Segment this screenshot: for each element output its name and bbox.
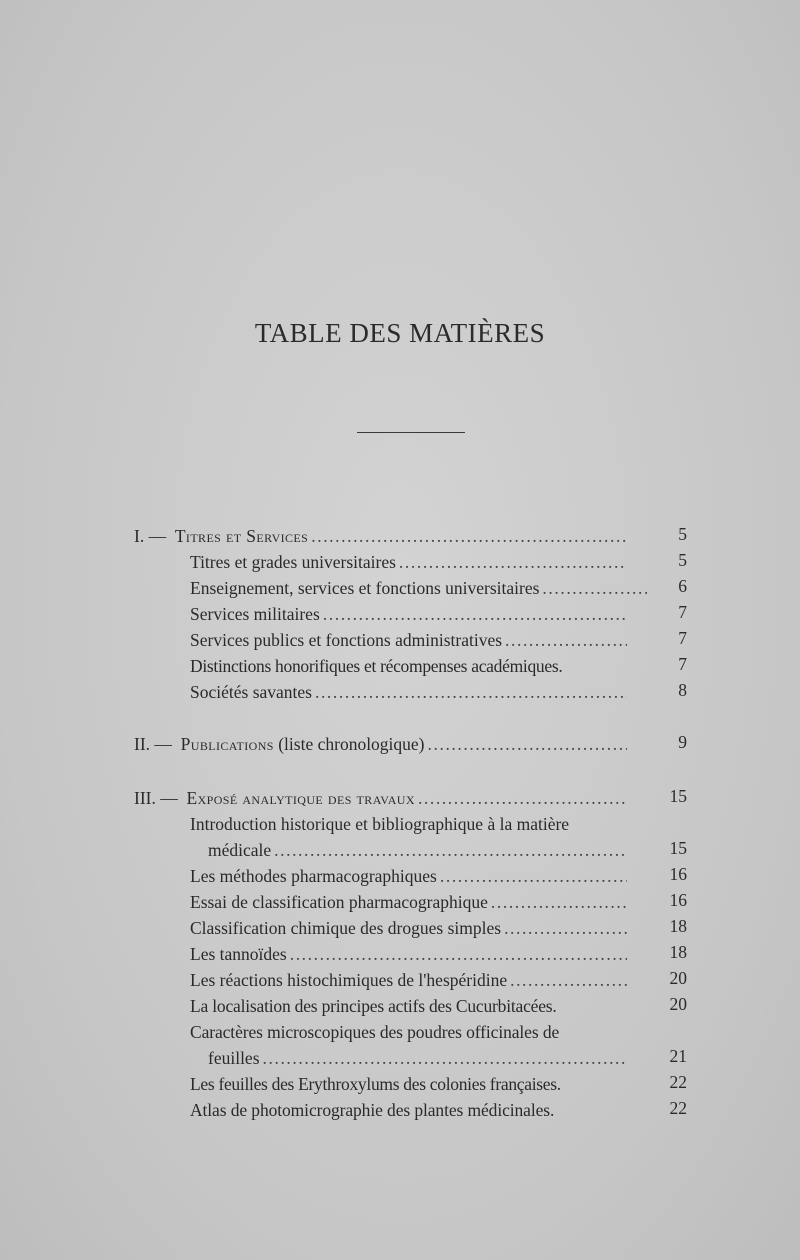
leader-dots <box>504 916 627 940</box>
page-number: 18 <box>669 942 687 962</box>
toc-entry: Caractères microscopiques des poudres officinales de <box>190 1022 560 1042</box>
section-title: Publications <box>180 734 274 754</box>
section-heading <box>134 786 630 810</box>
toc-entry-continuation: médicale ..... <box>208 838 630 862</box>
page-number: 16 <box>669 890 687 910</box>
toc-entry-continuation: feuilles ..... <box>208 1046 630 1070</box>
page-number: 8 <box>678 680 687 700</box>
page-number: 7 <box>678 602 687 622</box>
page-number: 18 <box>669 916 687 936</box>
toc-entry: Enseignement, services et fonctions universitaires ..... <box>190 576 650 600</box>
toc-entry: La localisation des principes actifs des Cucurbitacées. <box>190 996 557 1016</box>
page-number: 16 <box>669 864 687 884</box>
toc-entry: Atlas de photomicrographie des plantes médicinales. <box>190 1100 555 1120</box>
leader-dots <box>491 890 627 914</box>
page-number: 20 <box>669 968 687 988</box>
toc-entry: Les réactions histochimiques de l'hespéridine ..... <box>190 968 630 992</box>
section-subtitle: (liste chronologique) <box>278 734 425 754</box>
title-rule <box>357 432 465 433</box>
leader-dots <box>418 786 627 810</box>
page-number: 6 <box>678 576 687 596</box>
leader-dots <box>290 942 627 966</box>
page-title: TABLE DES MATIÈRES <box>254 318 546 348</box>
toc-entry: Classification chimique des drogues simples ..... <box>190 916 630 940</box>
page-number: 20 <box>669 994 687 1014</box>
page-number: 22 <box>669 1072 687 1092</box>
page-number: 7 <box>678 628 687 648</box>
leader-dots <box>274 838 627 862</box>
page-number: 7 <box>678 654 687 674</box>
leader-dots <box>323 602 627 626</box>
leader-dots <box>440 864 627 888</box>
section-number: I. — <box>134 526 167 546</box>
toc-entry: Titres et grades universitaires ..... <box>190 550 630 574</box>
page-number: 5 <box>678 550 687 570</box>
toc-entry: Essai de classification pharmacographique ..... <box>190 890 630 914</box>
toc-entry: Les méthodes pharmacographiques ..... <box>190 864 630 888</box>
leader-dots <box>315 680 627 704</box>
leader-dots <box>263 1046 627 1070</box>
page-number: 22 <box>669 1098 687 1118</box>
toc-entry: Sociétés savantes ..... <box>190 680 630 704</box>
leader-dots <box>510 968 627 992</box>
toc-entry: Les tannoïdes ..... <box>190 942 630 966</box>
page-number: 5 <box>678 524 687 544</box>
section-title: Titres et Services <box>174 526 309 546</box>
leader-dots <box>311 524 627 548</box>
section-number: III. — <box>134 788 178 808</box>
toc-entry: Introduction historique et bibliographique à la matière <box>190 814 570 834</box>
page-number: 9 <box>678 732 687 752</box>
page-number: 21 <box>669 1046 687 1066</box>
toc-entry: Les feuilles des Erythroxylums des colonies françaises. <box>190 1074 561 1094</box>
section-heading <box>134 732 630 756</box>
toc-entry: Distinctions honorifiques et récompenses académiques. <box>190 656 563 676</box>
section-heading <box>134 524 630 548</box>
leader-dots <box>542 576 647 600</box>
leader-dots <box>505 628 627 652</box>
toc-entry: Services militaires ..... <box>190 602 630 626</box>
toc-entry: Services publics et fonctions administratives ..... <box>190 628 630 652</box>
leader-dots <box>428 732 627 756</box>
page-number: 15 <box>669 786 687 806</box>
page-number: 15 <box>669 838 687 858</box>
section-title: Exposé analytique des travaux <box>186 788 415 808</box>
section-number: II. — <box>134 734 172 754</box>
leader-dots <box>399 550 627 574</box>
